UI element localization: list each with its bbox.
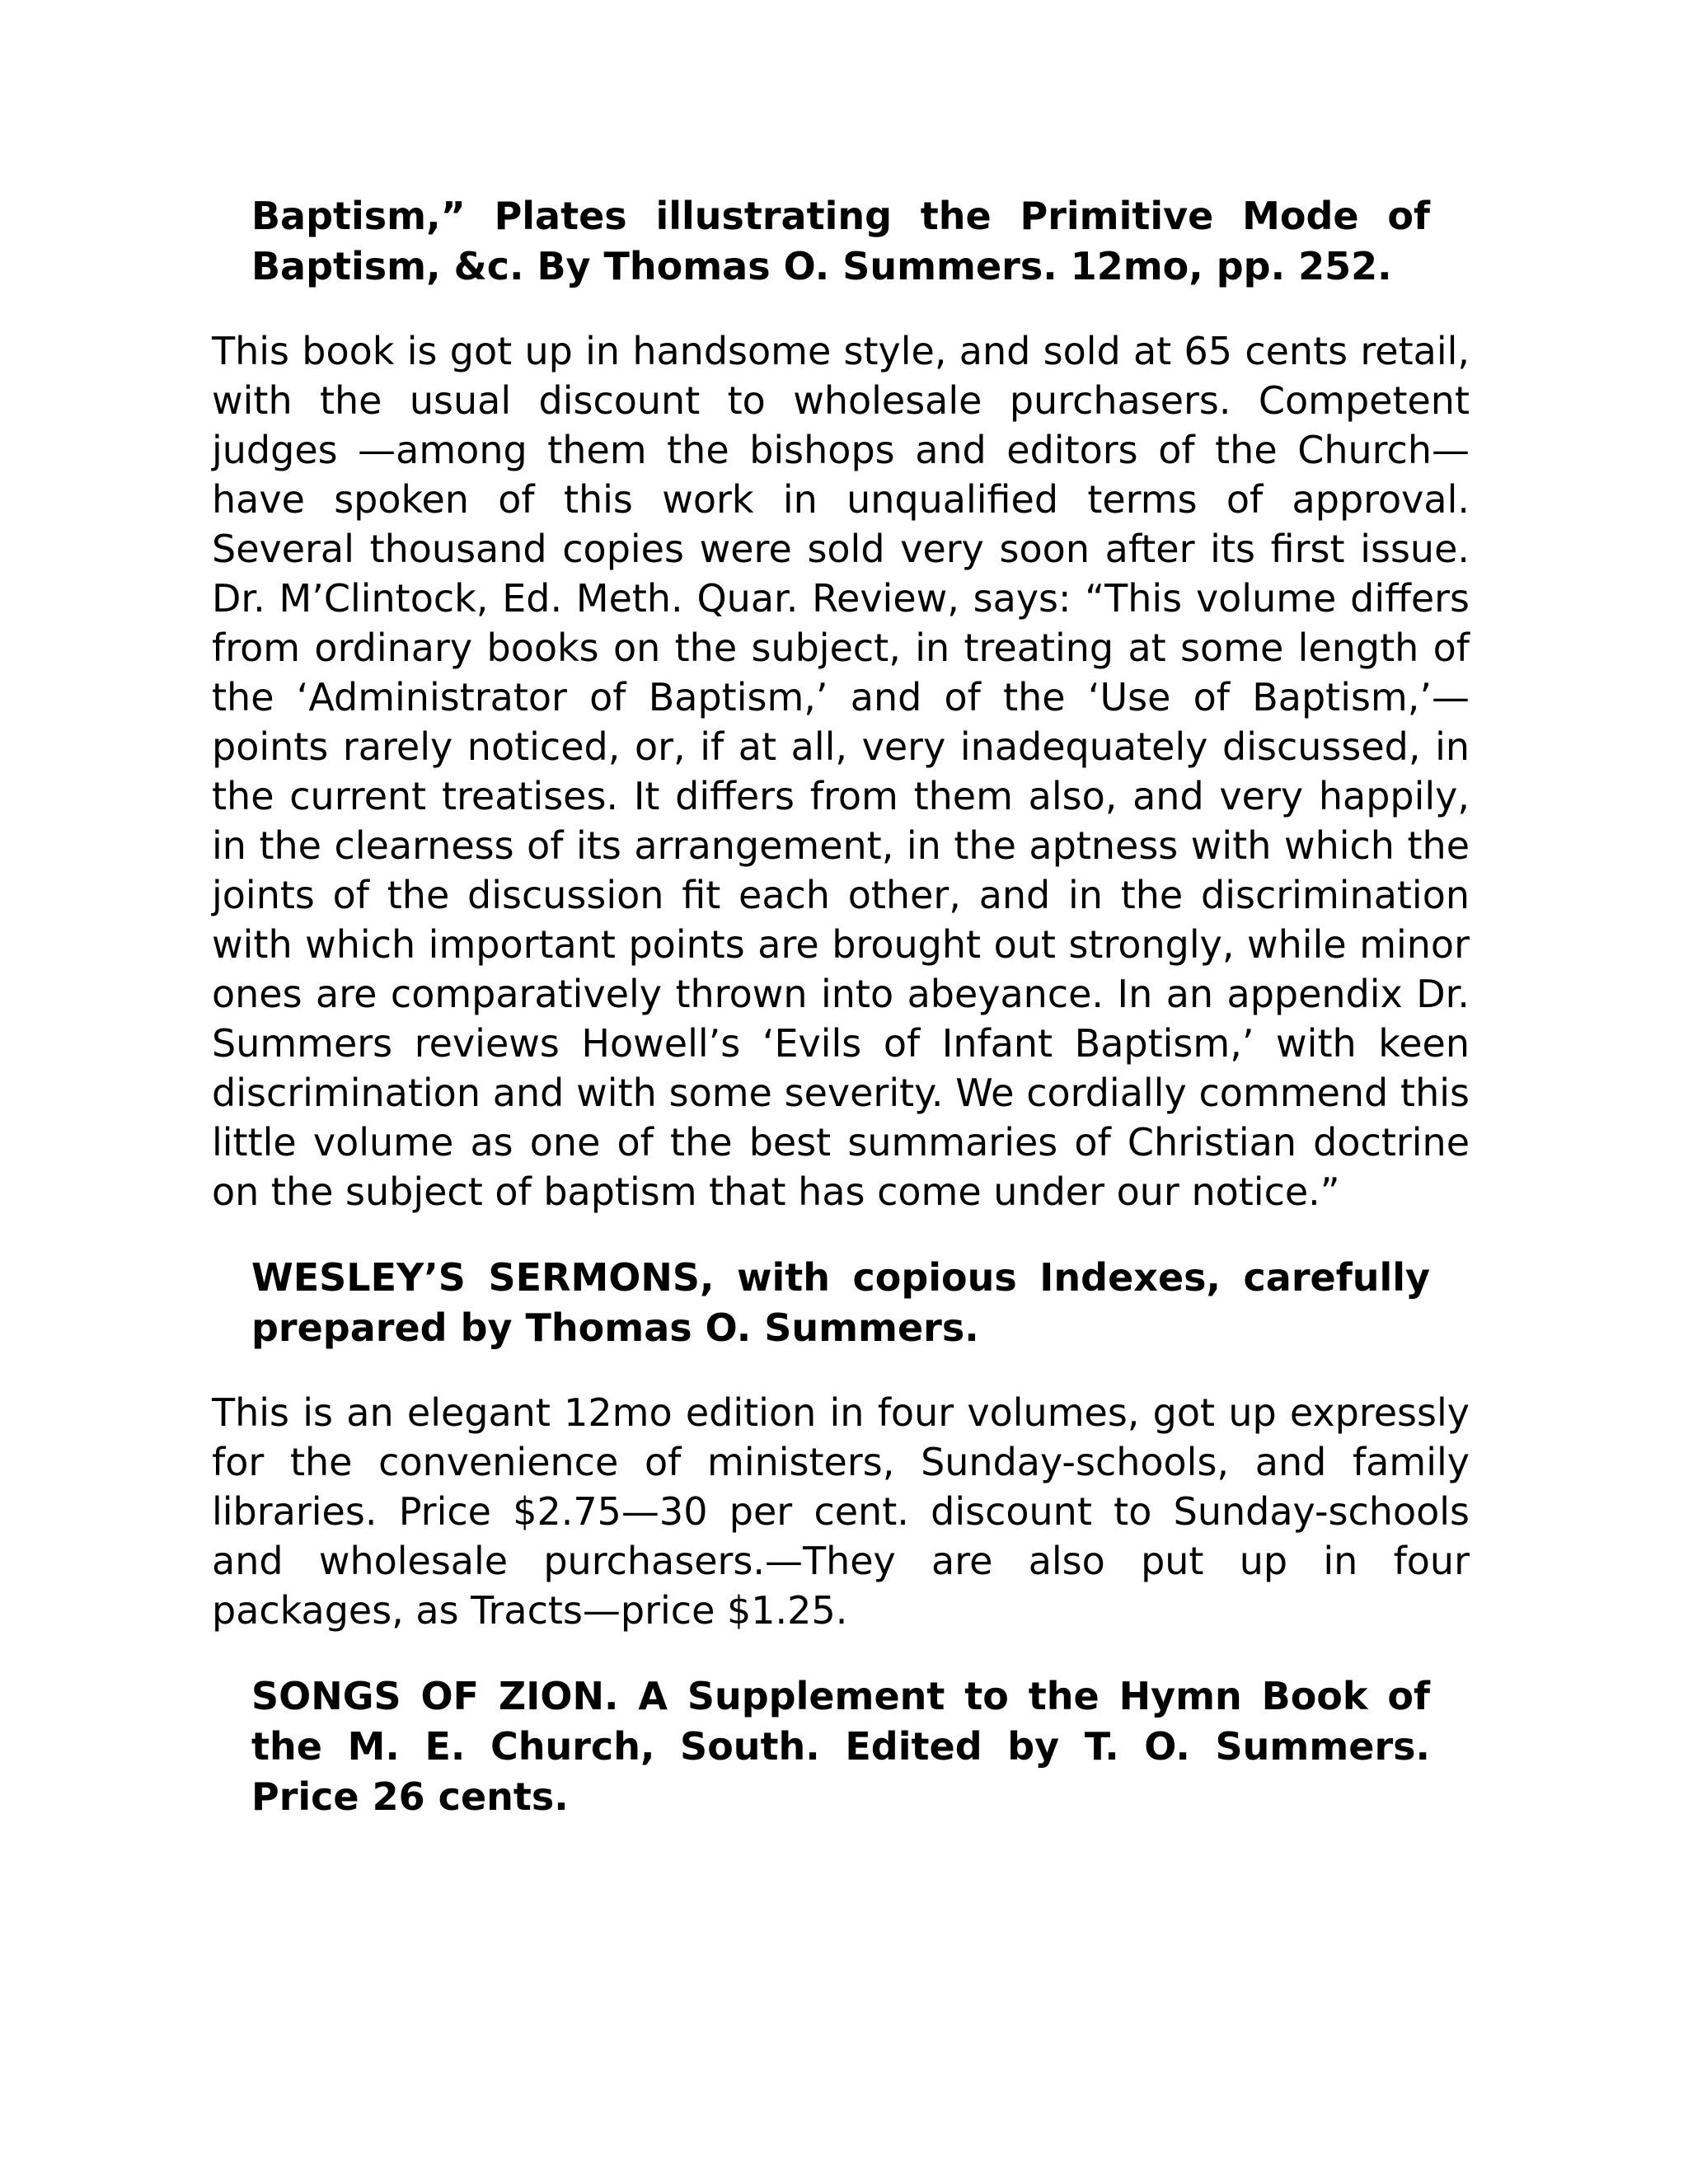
entry-description-wesleys-sermons: This is an elegant 12mo edition in four volumes, got up expressly for the convenience of ministers, Sunday-schools, and family libraries. Price $2.75—30 per cent. discount to Sunday-schools and wholesale purchasers.—They are also put up in four packages, as Tracts—price $1.25.	[212, 1390, 1470, 1633]
page-content	[212, 191, 1470, 1822]
entry-description-baptism: This book is got up in handsome style, and sold at 65 cents retail, with the usual discount to wholesale purchasers. Competent judges —among them the bishops and editors of the Church—have spoken of this work in unqualified terms of approval. Several thousand copies were sold very soon after its first issue. Dr. M’Clintock, Ed. Meth. Quar. Review, says: “This volume differs from ordinary books on the subject, in treating at some length of the ‘Administrator of Baptism,’ and of the ‘Use of Baptism,’—points rarely noticed, or, if at all, very inadequately discussed, in the current treatises. It differs from them also, and very happily, in the clearness of its arrangement, in the aptness with which the joints of the discussion fit each other, and in the discrimination with which important points are brought out strongly, while minor ones are comparatively thrown into abeyance. In an appendix Dr. Summers reviews Howell’s ‘Evils of Infant Baptism,’ with keen discrimination and with some severity. We cordially commend this little volume as one of the best summaries of Christian doctrine on the subject of baptism that has come under our notice.”	[212, 329, 1470, 1214]
entry-heading-baptism-plates: Baptism,” Plates illustrating the Primitive Mode of Baptism, &c. By Thomas O. Summers. 12mo, pp. 252.	[251, 194, 1430, 288]
entry-heading-songs-of-zion: SONGS OF ZION. A Supplement to the Hymn Book of the M. E. Church, South. Edited by T. O. Summers. Price 26 cents.	[251, 1674, 1430, 1819]
entry-heading-wesleys-sermons: WESLEY’S SERMONS, with copious Indexes, carefully prepared by Thomas O. Summers.	[251, 1255, 1430, 1350]
